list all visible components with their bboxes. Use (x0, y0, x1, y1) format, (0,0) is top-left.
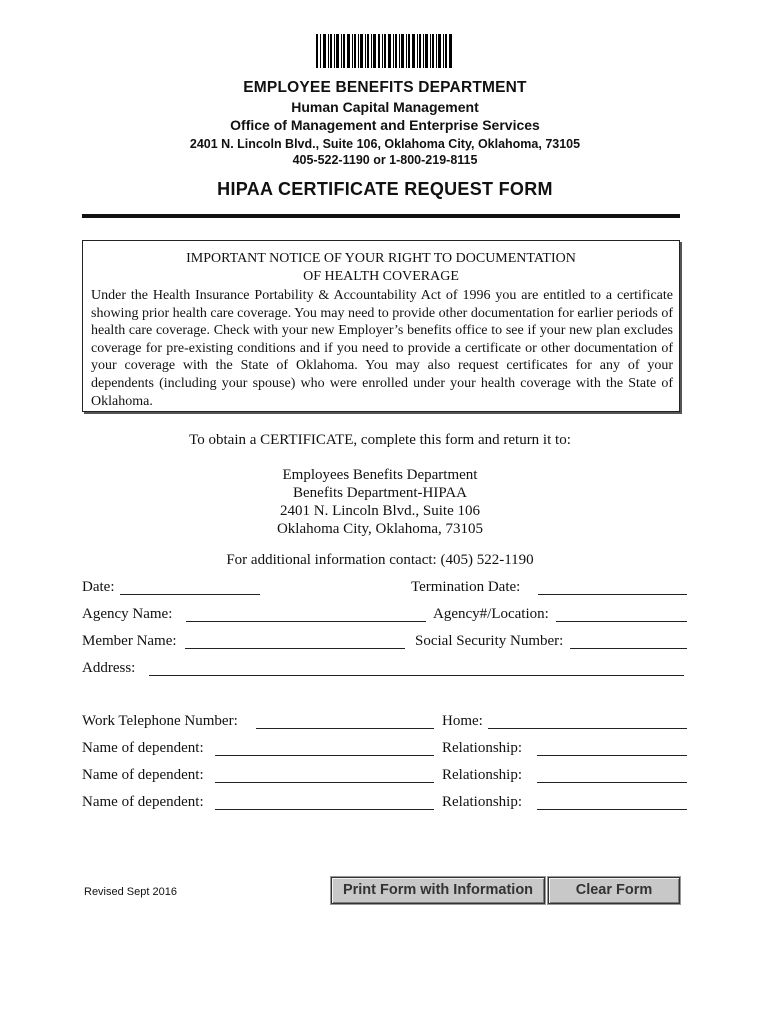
dependent-3-label: Name of dependent: (82, 794, 204, 810)
relationship-2-label: Relationship: (442, 767, 522, 783)
barcode-image (316, 34, 452, 68)
ssn-field[interactable] (570, 648, 687, 649)
dependent-2-field[interactable] (215, 782, 434, 783)
work-phone-label: Work Telephone Number: (82, 713, 238, 729)
return-address-line2: Benefits Department-HIPAA (293, 485, 467, 501)
member-name-label: Member Name: (82, 633, 177, 649)
dependent-3-field[interactable] (215, 809, 434, 810)
home-phone-label: Home: (442, 713, 483, 729)
dependent-1-field[interactable] (215, 755, 434, 756)
relationship-3-label: Relationship: (442, 794, 522, 810)
notice-box (82, 240, 680, 412)
agency-location-field[interactable] (556, 621, 687, 622)
ssn-label: Social Security Number: (415, 633, 564, 649)
dependent-2-label: Name of dependent: (82, 767, 204, 783)
relationship-1-field[interactable] (537, 755, 687, 756)
office-address: 2401 N. Lincoln Blvd., Suite 106, Oklahoma City, Oklahoma, 73105 (189, 137, 581, 151)
notice-body: Under the Health Insurance Portability & Accountability Act of 1996 you are entitled to a certificate showing prior health care coverage. You may need to provide other documentation for earlier periods of health care coverage. Check with your new Employer’s benefits office to see if your new plan excludes coverage for pre-existing conditions and if you need to provide a certificate or other documentation of your coverage with the State of Oklahoma. You may also request certificates for any of your dependents (including your spouse) who were enrolled under your health coverage with the State of Oklahoma. (91, 288, 673, 409)
termination-date-field[interactable] (538, 594, 687, 595)
department-name: EMPLOYEE BENEFITS DEPARTMENT (243, 79, 527, 96)
address-label: Address: (82, 660, 136, 676)
member-name-field[interactable] (185, 648, 405, 649)
home-phone-field[interactable] (488, 728, 687, 729)
date-field[interactable] (120, 594, 260, 595)
notice-heading-line1: IMPORTANT NOTICE OF YOUR RIGHT TO DOCUMENTATION (186, 251, 576, 266)
title-divider (82, 214, 680, 218)
contact-info: For additional information contact: (405) 522-1190 (226, 552, 534, 568)
return-address-line4: Oklahoma City, Oklahoma, 73105 (276, 521, 484, 537)
address-field[interactable] (149, 675, 684, 676)
relationship-1-label: Relationship: (442, 740, 522, 756)
notice-heading-line2: OF HEALTH COVERAGE (303, 269, 459, 284)
agency-location-label: Agency#/Location: (433, 606, 549, 622)
return-address-line3: 2401 N. Lincoln Blvd., Suite 106 (280, 503, 480, 519)
termination-date-label: Termination Date: (411, 579, 521, 595)
work-phone-field[interactable] (256, 728, 434, 729)
relationship-3-field[interactable] (537, 809, 687, 810)
office-name: Office of Management and Enterprise Services (230, 117, 540, 133)
office-phone: 405-522-1190 or 1-800-219-8115 (292, 153, 478, 167)
relationship-2-field[interactable] (537, 782, 687, 783)
date-label: Date: (82, 579, 115, 595)
agency-name-label: Agency Name: (82, 606, 173, 622)
return-address-line1: Employees Benefits Department (282, 467, 478, 483)
clear-form-button[interactable]: Clear Form (548, 877, 680, 904)
agency-name-field[interactable] (186, 621, 426, 622)
division-name: Human Capital Management (291, 99, 479, 115)
form-title: HIPAA CERTIFICATE REQUEST FORM (217, 179, 553, 199)
dependent-1-label: Name of dependent: (82, 740, 204, 756)
revision-note: Revised Sept 2016 (84, 886, 177, 898)
instructions-text: To obtain a CERTIFICATE, complete this form and return it to: (189, 432, 571, 448)
print-form-button[interactable]: Print Form with Information (331, 877, 545, 904)
